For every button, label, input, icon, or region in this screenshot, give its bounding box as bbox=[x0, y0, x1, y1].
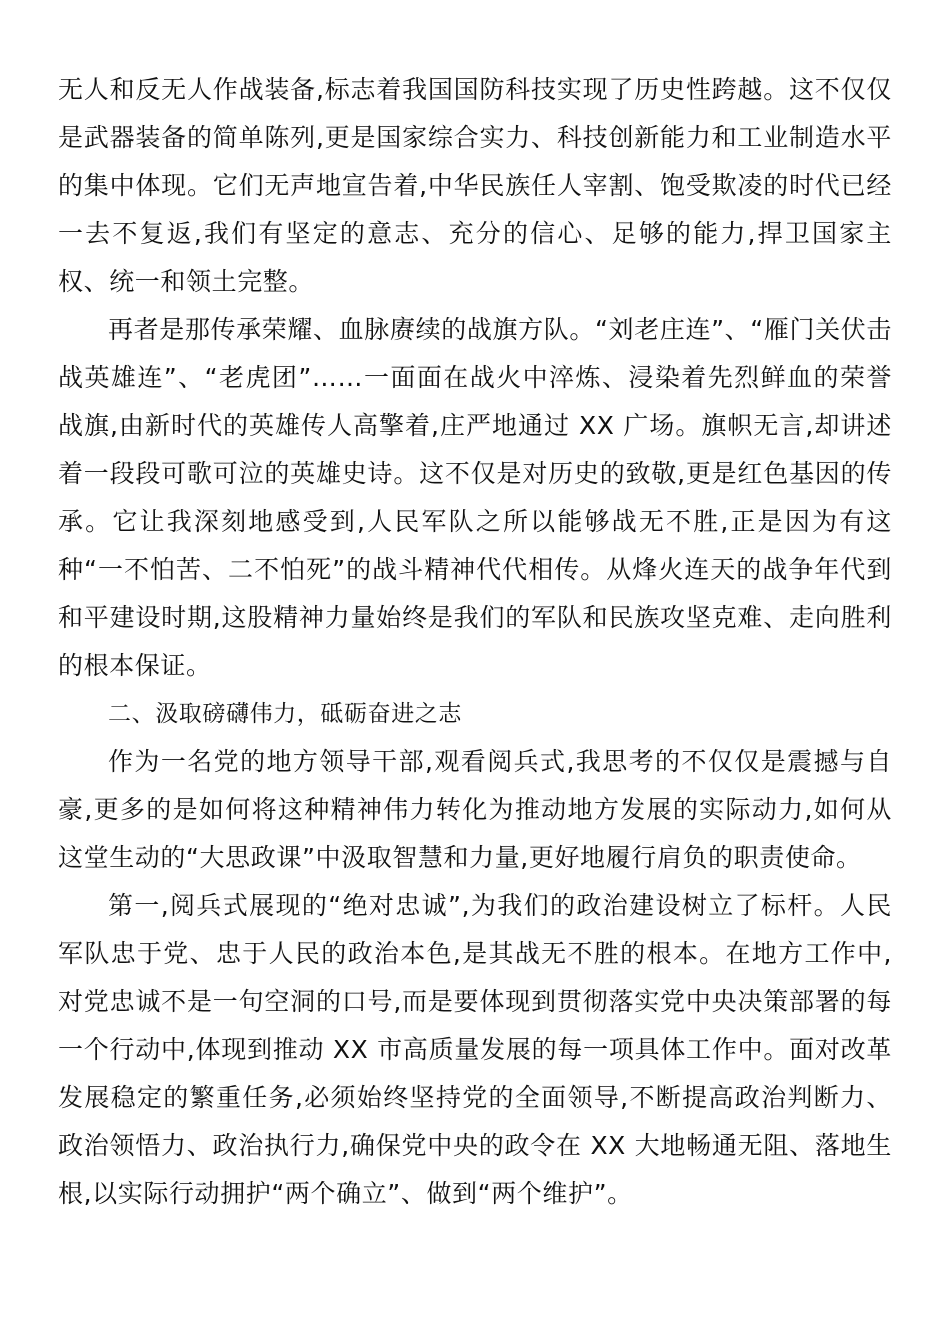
paragraph-continuation: 无人和反无人作战装备,标志着我国国防科技实现了历史性跨越。这不仅仅是武器装备的简单陈列,更是国家综合实力、科技创新能力和工业制造水平的集中体现。它们无声地宣告着,中华民族任人宰割、饱受欺凌的时代已经一去不复返,我们有坚定的意志、充分的信心、足够的能力,捍卫国家主权、统一和领土完整。 bbox=[58, 75, 892, 296]
paragraph-absolute-loyalty: 第一,阅兵式展现的“绝对忠诚”,为我们的政治建设树立了标杆。人民军队忠于党、忠于人民的政治本色,是其战无不胜的根本。在地方工作中,对党忠诚不是一句空洞的口号,而是要体现到贯彻落实党中央决策部署的每一个行动中,体现到推动 XX 市高质量发展的每一项具体工作中。面对改革发展稳定的繁重任务,必须始终坚持党的全面领导,不断提高政治判断力、政治领悟力、政治执行力,确保党中央的政令在 XX 大地畅通无阻、落地生根,以实际行动拥护“两个确立”、做到“两个维护”。 bbox=[58, 891, 892, 1208]
document-page bbox=[58, 66, 892, 1218]
paragraph-battle-flags: 再者是那传承荣耀、血脉赓续的战旗方队。“刘老庄连”、“雁门关伏击战英雄连”、“老虎团”……一面面在战火中淬炼、浸染着先烈鲜血的荣誉战旗,由新时代的英雄传人高擎着,庄严地通过 XX 广场。旗帜无言,却讲述着一段段可歌可泣的英雄史诗。这不仅是对历史的致敬,更是红色基因的传承。它让我深刻地感受到,人民军队之所以能够战无不胜,正是因为有这种“一不怕苦、二不怕死”的战斗精神代代相传。从烽火连天的战争年代到和平建设时期,这股精神力量始终是我们的军队和民族攻坚克难、走向胜利的根本保证。 bbox=[58, 315, 892, 680]
paragraph-reflection: 作为一名党的地方领导干部,观看阅兵式,我思考的不仅仅是震撼与自豪,更多的是如何将这种精神伟力转化为推动地方发展的实际动力,如何从这堂生动的“大思政课”中汲取智慧和力量,更好地履行肩负的职责使命。 bbox=[58, 747, 892, 872]
section-heading: 二、汲取磅礴伟力，砥砺奋进之志 bbox=[108, 701, 462, 727]
